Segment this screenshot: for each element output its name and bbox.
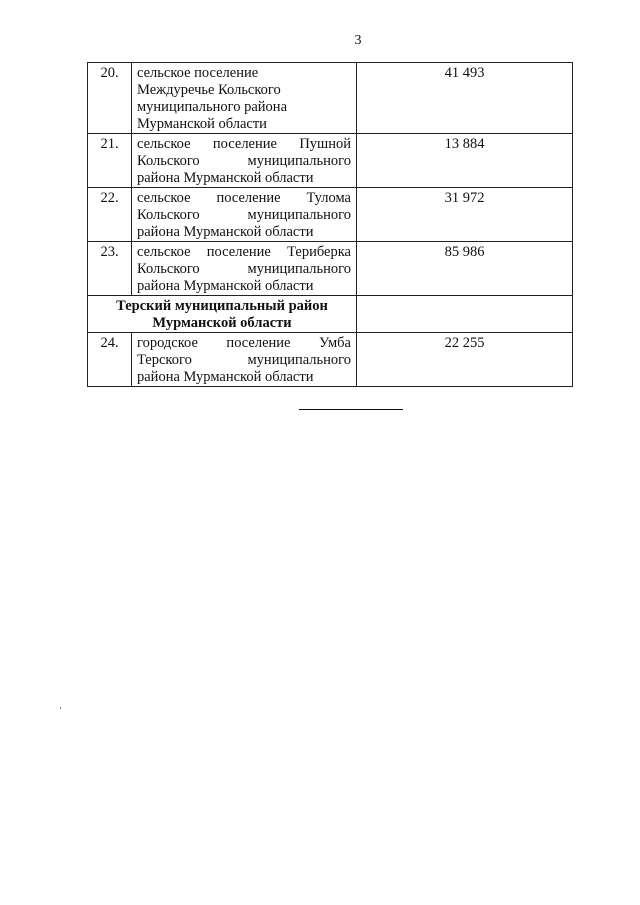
table-row [88, 63, 573, 134]
amount-value: 41 493 [357, 63, 573, 134]
settlement-name-line: муниципального района [137, 99, 287, 115]
closing-rule [299, 409, 403, 410]
settlement-name-line: сельское поселение Териберка [137, 244, 351, 260]
settlement-name-line: сельское поселение Тулома [137, 190, 351, 206]
section-heading-line: Мурманской области [152, 315, 292, 331]
section-heading-line: Терский муниципальный район [116, 298, 328, 314]
settlement-name-line: Терского муниципального [137, 352, 351, 368]
settlement-name-line: сельское поселение Пушной [137, 136, 351, 152]
table-row [88, 188, 573, 242]
settlement-name [132, 188, 357, 242]
settlement-name [132, 63, 357, 134]
settlement-name-line: Кольского муниципального [137, 261, 351, 277]
section-row [88, 296, 573, 333]
row-number: 22. [88, 188, 132, 242]
page-number: 3 [354, 33, 362, 48]
row-number: 24. [88, 333, 132, 387]
settlement-name-line: района Мурманской области [137, 278, 314, 294]
amount-value: 85 986 [357, 242, 573, 296]
amount-value: 13 884 [357, 134, 573, 188]
settlement-name-line: Междуречье Кольского [137, 82, 281, 98]
scan-speck [60, 707, 61, 709]
row-number: 23. [88, 242, 132, 296]
section-heading [88, 296, 357, 333]
settlement-name-line: района Мурманской области [137, 369, 314, 385]
amount-value: 22 255 [357, 333, 573, 387]
settlement-name-line: Кольского муниципального [137, 153, 351, 169]
settlement-name-line: городское поселение Умба [137, 335, 351, 351]
settlement-name-line: Мурманской области [137, 116, 267, 132]
settlement-name-line: района Мурманской области [137, 224, 314, 240]
row-number: 20. [88, 63, 132, 134]
table-row [88, 242, 573, 296]
row-number: 21. [88, 134, 132, 188]
table-row [88, 333, 573, 387]
settlement-name [132, 134, 357, 188]
settlement-name [132, 333, 357, 387]
settlement-name-line: сельское поселение [137, 65, 259, 81]
amount-value: 31 972 [357, 188, 573, 242]
allocation-table [87, 62, 573, 387]
settlement-name-line: района Мурманской области [137, 170, 314, 186]
table-row [88, 134, 573, 188]
section-empty-cell [357, 296, 573, 333]
settlement-name [132, 242, 357, 296]
settlement-name-line: Кольского муниципального [137, 207, 351, 223]
